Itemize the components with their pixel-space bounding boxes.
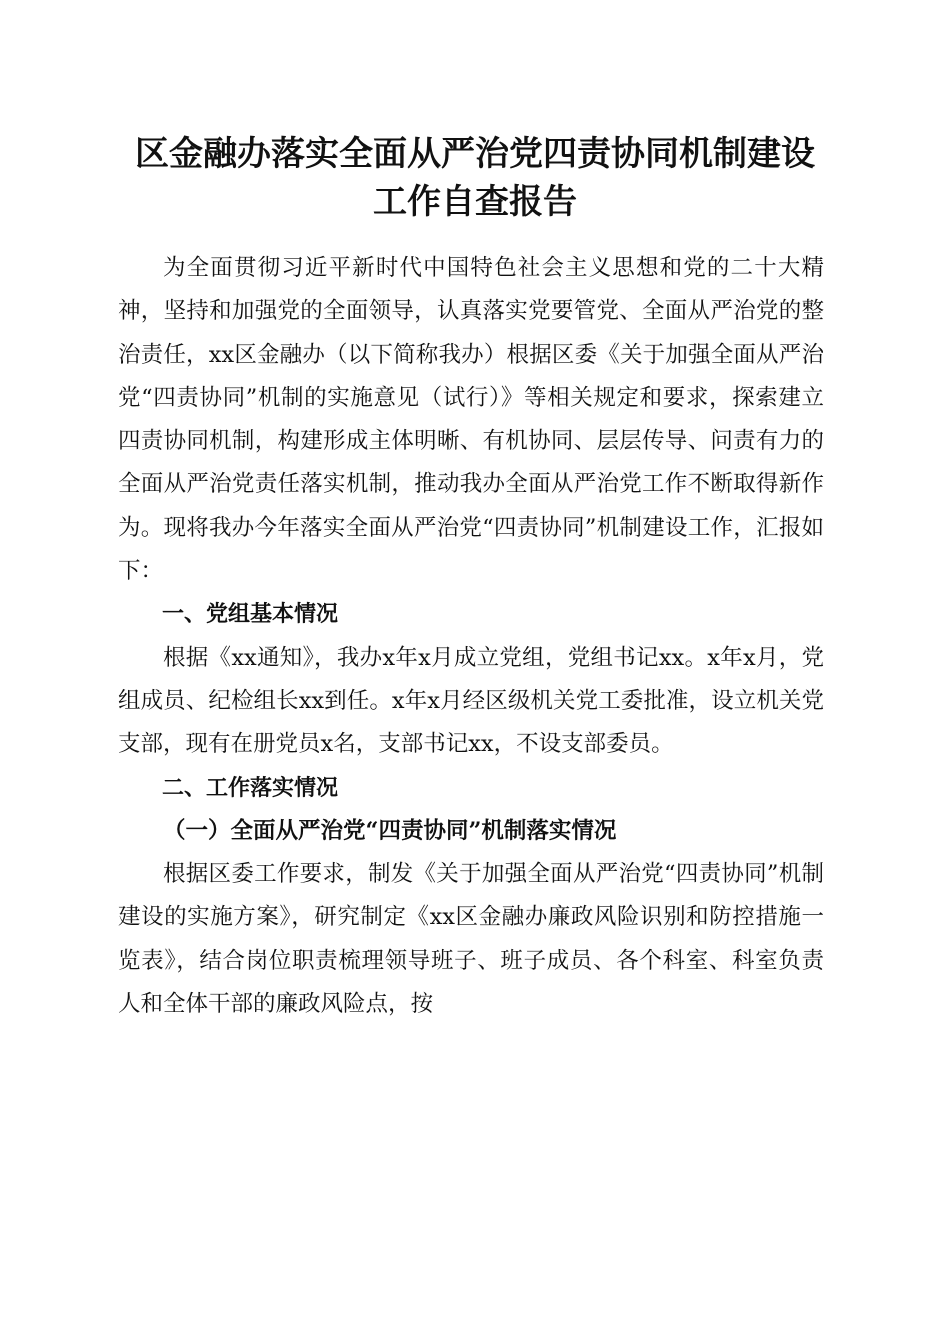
- section-1-paragraph: 根据《xx通知》，我办x年x月成立党组，党组书记xx。x年x月，党组成员、纪检组长xx到任。x年x月经区级机关党工委批准，设立机关党支部，现有在册党员x名，支部书记xx，不设支部委员。: [118, 644, 824, 758]
- intro-paragraph: 为全面贯彻习近平新时代中国特色社会主义思想和党的二十大精神，坚持和加强党的全面领导，认真落实党要管党、全面从严治党的整治责任，xx区金融办（以下简称我办）根据区委《关于加强全面从严治党“四责协同”机制的实施意见（试行）》等相关规定和要求，探索建立四责协同机制，构建形成主体明晰、有机协同、层层传导、问责有力的全面从严治党责任落实机制，推动我办全面从严治党工作不断取得新作为。现将我办今年落实全面从严治党“四责协同”机制建设工作，汇报如下：: [118, 255, 824, 585]
- section-2-heading: 二、工作落实情况: [162, 775, 339, 801]
- subsection-1-heading: （一）全面从严治党“四责协同”机制落实情况: [163, 817, 617, 844]
- document-body: [118, 247, 824, 1026]
- title-line-1: 区金融办落实全面从严治党四责协同机制建设: [135, 134, 815, 174]
- section-1-heading: 一、党组基本情况: [162, 602, 339, 628]
- subsection-1-paragraph: 根据区委工作要求，制发《关于加强全面从严治党“四责协同”机制建设的实施方案》，研究制定《xx区金融办廉政风险识别和防控措施一览表》，结合岗位职责梳理领导班子、班子成员、各个科室、科室负责人和全体干部的廉政风险点，按: [118, 861, 824, 1018]
- title-line-2: 工作自查报告: [373, 182, 577, 222]
- document-title: [100, 130, 850, 226]
